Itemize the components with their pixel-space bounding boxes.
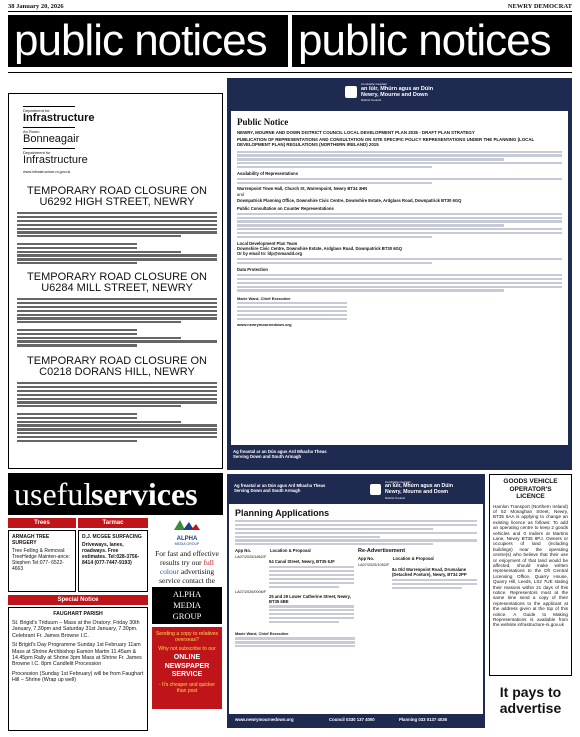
banner-rule [8, 72, 572, 73]
council-logo-strip: Comhairle Ceantair an Iúir, Mhúrn agus an Dúin Newry, Mourne and Down District Council [227, 78, 572, 106]
alpha-logo-icon [172, 519, 202, 531]
planning-footer: www.newrymournedown.org Council 0330 137 4000 Planning 033 0137 4036 [229, 714, 483, 726]
closure-title: TEMPORARY ROAD CLOSURE ON U6292 HIGH STREET, NEWRY [27, 185, 207, 208]
closure-2 [17, 272, 217, 348]
closure-title: TEMPORARY ROAD CLOSURE ON C0218 DORANS HILL, NEWRY [27, 355, 207, 378]
closure-title: TEMPORARY ROAD CLOSURE ON U6284 MILL STREET, NEWRY [27, 271, 207, 294]
public-notices-banner-left: public notices [8, 15, 288, 67]
council-crest-icon [370, 484, 381, 495]
licence-title: GOODS VEHICLE OPERATOR'S LICENCE [503, 478, 558, 500]
alpha-name-block: ALPHA MEDIA GROUP [152, 587, 222, 624]
tarmac-ad: Tarmac D.J. MCGEE SURFACING Driveways, lanes, roadways. Free estimates. Tel:028-3756-8414 (077-7447-9193) [78, 518, 148, 592]
council-crest-icon [345, 86, 357, 98]
council-notice-body: Public Notice NEWRY, MOURNE AND DOWN DISTRICT COUNCIL LOCAL DEVELOPMENT PLAN 2035 - DRAFT PLAN STRATEGY PUBLICATION OF REPRESENTATIONS AND CONSULTATION ON SITE SPECIFIC POLICY REPRESENTATIONS UNDER THE PLANNING (LOCAL DEVELOPMENT PLAN) REGULATIONS (NORTHERN IRELAND) 2015 Availability of Representations Warrenpoint Town Hall, Church St, Warrenpoint, Newry BT34 3HN and Downpatrick Planning Office, Downshire Civic Centre, Downshire Estate, Ardglass Road, Downpatrick BT30 6GQ Public Consultation on Counter Representations Local Development Plan Team Downshire Civic Centre, Downshire Estate, Ardglass Road, Downpatrick BT30 6GQ Or by email to: ldp@nmandd.org Data Protection Marie Ward, Chief Executive www.newrymournedown.org [231, 111, 568, 445]
goods-vehicle-licence: GOODS VEHICLE OPERATOR'S LICENCE Hamlon Transport (Northern Ireland) of 52 Monaghan Street, Newry, BT35 6AA is applying to change an existing licence as follows: To add an operating centre to keep 2 goods vehicles and 0 trailers at Martins Lane, Newry BT35 8PJ. Owners or occupiers of land (including buildings) near the operating centre(s) who believe that their use or enjoyment of that land would be affected, should make written representations to the DfI Central Licensing Office, Quarry House, Quarry Hill, Leeds, LS2 7UE stating their reasons within 21 days of this notice. Representors must at the same time send a copy of their representations to the applicant at the address given at the top of this notice. A Guide to Making Representations is available from the website infrastructure-ni.gov.uk [489, 474, 572, 676]
public-notices-banner-right: public notices [292, 15, 572, 67]
trees-ad: Trees ARMAGH TREE SURGERY Tree Felling & Removal: TreeHedge Mainten-ance: Stephen Tel:077- 6522-4663 [8, 518, 76, 592]
planning-applications: Ag freastal ar an Dún agus Ard Mhacha Theas Serving Down and South Armagh Comhairle Ceantair an Iúir, Mhúrn agus an Dúin Newry, Mourne and Down District Council Planning Applications App No. Location & Proposal LA07/2025/1862/F 54 Canal Street, Newry, BT35 6JF LA07/2026/0006/F 25 and 29 Lower Catherine Street, Newry, BT35 6BE Re-Advertisement App No. Location & Proposal LA07/2025/1052/F 8a Old Warrenpoint Road, Drumalane (Detached Posture), Newry, BT34 2PP Marie Ward, Chief Executive www.newrymournedown.org Council 0330 137 4000 Planning 033 0137 4036 [227, 474, 485, 728]
alpha-ad-text: For fast and effective results try our full colour advertising service contact the [155, 549, 219, 585]
special-notice: Special Notice FAUGHART PARISH St. Brigid's Triduum – Mass at the Oratory: Friday 30th January, 7.30pm and Saturday 31st January, 7.30pm. Celebrant Fr. James Browne I.C. St Brigid's Day Programme Sunday 1st February 11am Mass at Shrine Archbishop Eamon Martin 11.45am & 14.45pm Rally at Shrine 3pm Mass at Shrine Fr. James Browne I.C. 8pm Candlelit Procession Procession (Sunday 1st February) will be from Faughart Hill – Shrine (Wrap up well) [8, 595, 148, 731]
planning-signatory: Marie Ward, Chief Executive [235, 630, 289, 636]
page-header [8, 2, 572, 12]
planning-header: Ag freastal ar an Dún agus Ard Mhacha Theas Serving Down and South Armagh Comhairle Ceantair an Iúir, Mhúrn agus an Dúin Newry, Mourne and Down District Council [229, 476, 483, 504]
planning-heading: Planning Applications [235, 508, 330, 518]
services-column [8, 518, 148, 728]
online-newspaper-ad[interactable]: Sending a copy to relatives overseas? Why not subscribe to our ONLINE NEWSPAPER SERVICE - It's cheaper and quicker than post [152, 627, 222, 709]
dfi-notice [8, 93, 223, 469]
council-url[interactable]: www.newrymournedown.org [237, 321, 292, 327]
closure-1 [17, 186, 217, 266]
useful-services-banner: useful services [8, 473, 223, 515]
council-notice: Comhairle Ceantair an Iúir, Mhúrn agus an Dúin Newry, Mourne and Down District Council Public Notice NEWRY, MOURNE AND DOWN DISTRICT COUNCIL LOCAL DEVELOPMENT PLAN 2035 - DRAFT PLAN STRATEGY PUBLICATION OF REPRESENTATIONS AND CONSULTATION ON SITE SPECIFIC POLICY REPRESENTATIONS UNDER THE PLANNING (LOCAL DEVELOPMENT PLAN) REGULATIONS (NORTHERN IRELAND) 2015 Availability of Representations Warrenpoint Town Hall, Church St, Warrenpoint, Newry BT34 3HN and Downpatrick Planning Office, Downshire Civic Centre, Downshire Estate, Ardglass Road, Downpatrick BT30 6GQ Public Consultation on Counter Representations Local Development Plan Team Downshire Civic Centre, Downshire Estate, Ardglass Road, Downpatrick BT30 6GQ Or by email to: ldp@nmandd.org Data Protection Marie Ward, Chief Executive www.newrymournedown.org Ag freastal ar an Dún agus Ard Mhacha Theas Serving Down and South Armagh [227, 78, 572, 470]
dfi-website: www.infrastructure-ni.gov.uk [23, 170, 71, 174]
signatory: Marie Ward, Chief Executive [237, 295, 291, 301]
dfi-logo: Department for Infrastructure An Roinn Bonneagair Depairtment fur Infrastructure www.infrastructure-ni.gov.uk [23, 106, 213, 174]
alpha-column [152, 518, 222, 728]
it-pays-ad: It pays to advertise [499, 684, 562, 716]
alpha-logo: ALPHA MEDIA GROUP [152, 518, 222, 546]
page-date: 38 January 20, 2026 [8, 3, 64, 10]
newspaper-name: NEWRY DEMOCRAT [507, 3, 572, 10]
closure-3 [17, 356, 217, 444]
notice-heading: Public Notice [237, 117, 289, 127]
